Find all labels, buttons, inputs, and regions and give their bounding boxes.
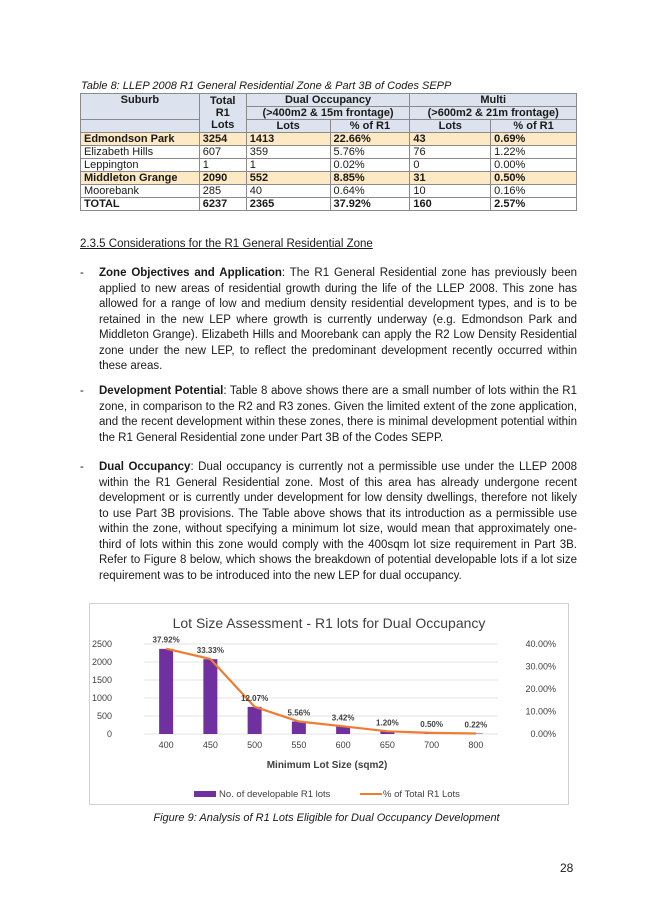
data-label: 0.50% bbox=[420, 719, 443, 729]
x-tick-label: 800 bbox=[468, 740, 484, 750]
y2-tick-label: 0.00% bbox=[530, 729, 556, 739]
table-row: Elizabeth Hills 607 359 5.76% 76 1.22% bbox=[81, 146, 577, 159]
bar bbox=[159, 649, 173, 734]
y2-tick-label: 20.00% bbox=[525, 684, 556, 694]
data-label: 37.92% bbox=[152, 635, 180, 645]
header-pct-r1: % of R1 bbox=[330, 120, 410, 133]
table-header-row bbox=[81, 94, 577, 107]
data-label: 3.42% bbox=[331, 713, 355, 723]
legend-label-line: % of Total R1 Lots bbox=[383, 789, 460, 800]
section-heading: 2.3.5 Considerations for the R1 General Residential Zone bbox=[80, 238, 373, 250]
legend-swatch-bars bbox=[194, 791, 216, 797]
y2-tick-label: 10.00% bbox=[525, 706, 556, 717]
header-dual-occupancy: Dual Occupancy bbox=[246, 94, 410, 107]
y-tick-label: 1000 bbox=[91, 693, 112, 703]
data-label: 33.33% bbox=[196, 646, 224, 656]
chart-svg bbox=[90, 604, 568, 804]
data-label: 1.20% bbox=[376, 718, 399, 728]
header-pct-r1: % of R1 bbox=[491, 120, 577, 133]
data-label: 12.07% bbox=[241, 693, 269, 703]
header-dual-occupancy-criteria: (>400m2 & 15m frontage) bbox=[246, 107, 410, 120]
y-tick-label: 2000 bbox=[91, 657, 112, 667]
bullet-dual-occupancy: - Dual Occupancy: Dual occupancy is currently not a permissible use under the LLEP 2008 within the R1 General Residential zone. Most of this area has already undergone recent development or is currently under development for low density dwellings, therefore not likely to use Part 3B provisions. The Table above shows that its introduction as a permissible use within the zone, without specifying a minimum lot size, would mean that approximately one-third of lots within this zone would comply with the 400sqm lot size requirement in Part 3B. Refer to Figure 8 below, which shows the breakdown of potential developable lots if a lot size requirement was to be introduced into the new LEP for dual occupancy. bbox=[80, 461, 577, 582]
header-lots: Lots bbox=[246, 120, 330, 133]
table-row: Middleton Grange 2090 552 8.85% 31 0.50% bbox=[81, 172, 577, 185]
y2-tick-label: 40.00% bbox=[525, 639, 556, 649]
table-row: Leppington 1 1 0.02% 0 0.00% bbox=[81, 159, 577, 172]
table-row: Edmondson Park 3254 1413 22.66% 43 0.69% bbox=[81, 133, 577, 146]
table-total-row: TOTAL 6237 2365 37.92% 160 2.57% bbox=[81, 198, 577, 211]
header-total-r1-lots: Total R1 Lots bbox=[199, 94, 246, 133]
header-blank bbox=[81, 120, 200, 133]
table-caption: Table 8: LLEP 2008 R1 General Residential Zone & Part 3B of Codes SEPP bbox=[81, 80, 452, 92]
y2-tick-label: 30.00% bbox=[525, 661, 556, 672]
x-tick-label: 650 bbox=[379, 740, 395, 750]
lot-size-chart bbox=[89, 603, 569, 805]
x-tick-label: 500 bbox=[247, 740, 263, 750]
bar bbox=[292, 722, 306, 734]
x-tick-label: 700 bbox=[424, 740, 440, 750]
page-number: 28 bbox=[560, 861, 574, 875]
header-lots: Lots bbox=[410, 120, 491, 133]
bar bbox=[203, 659, 217, 734]
x-tick-label: 400 bbox=[158, 740, 174, 750]
x-tick-label: 550 bbox=[291, 740, 307, 750]
figure-caption: Figure 9: Analysis of R1 Lots Eligible for Dual Occupancy Development bbox=[153, 812, 500, 824]
y-tick-label: 0 bbox=[106, 729, 112, 739]
header-multi: Multi bbox=[410, 94, 577, 107]
bullet-development-potential: - Development Potential: Table 8 above shows there are a small number of lots within the R1 zone, in comparison to the R2 and R3 zones. Given the limited extent of the zone application, and the recent development within these zones, there is minimal development potential within the R1 General Residential zone under Part 3B of the Codes SEPP. bbox=[80, 385, 577, 444]
header-suburb: Suburb bbox=[81, 94, 200, 120]
y-tick-label: 2500 bbox=[91, 639, 112, 649]
x-axis-label: Minimum Lot Size (sqm2) bbox=[266, 760, 388, 771]
legend-label-bars: No. of developable R1 lots bbox=[219, 789, 331, 800]
x-tick-label: 450 bbox=[202, 740, 218, 750]
header-multi-criteria: (>600m2 & 21m frontage) bbox=[410, 107, 577, 120]
data-label: 0.22% bbox=[464, 720, 488, 730]
data-label: 5.56% bbox=[287, 708, 311, 718]
y-tick-label: 500 bbox=[96, 711, 112, 721]
table-row: Moorebank 285 40 0.64% 10 0.16% bbox=[81, 185, 577, 198]
bar bbox=[248, 707, 262, 734]
y-tick-label: 1500 bbox=[91, 675, 112, 685]
x-tick-label: 600 bbox=[335, 740, 351, 750]
bullet-zone-objectives: - Zone Objectives and Application: The R1 General Residential zone has previously been applied to new areas of residential growth during the life of the LLEP 2008. This zone has allowed for a range of low and medium density residential development types, and is to be retained in the new LEP where growth is currently underway (e.g. Edmondson Park and Middleton Grange). Elizabeth Hills and Moorebank can apply the R2 Low Density Residential zone under the new LEP, to reflect the predominant development recently occurred within these areas. bbox=[80, 267, 577, 372]
chart-title: Lot Size Assessment - R1 lots for Dual Occupancy bbox=[172, 615, 486, 631]
lot-table bbox=[80, 93, 577, 211]
table-header-row bbox=[81, 120, 577, 133]
